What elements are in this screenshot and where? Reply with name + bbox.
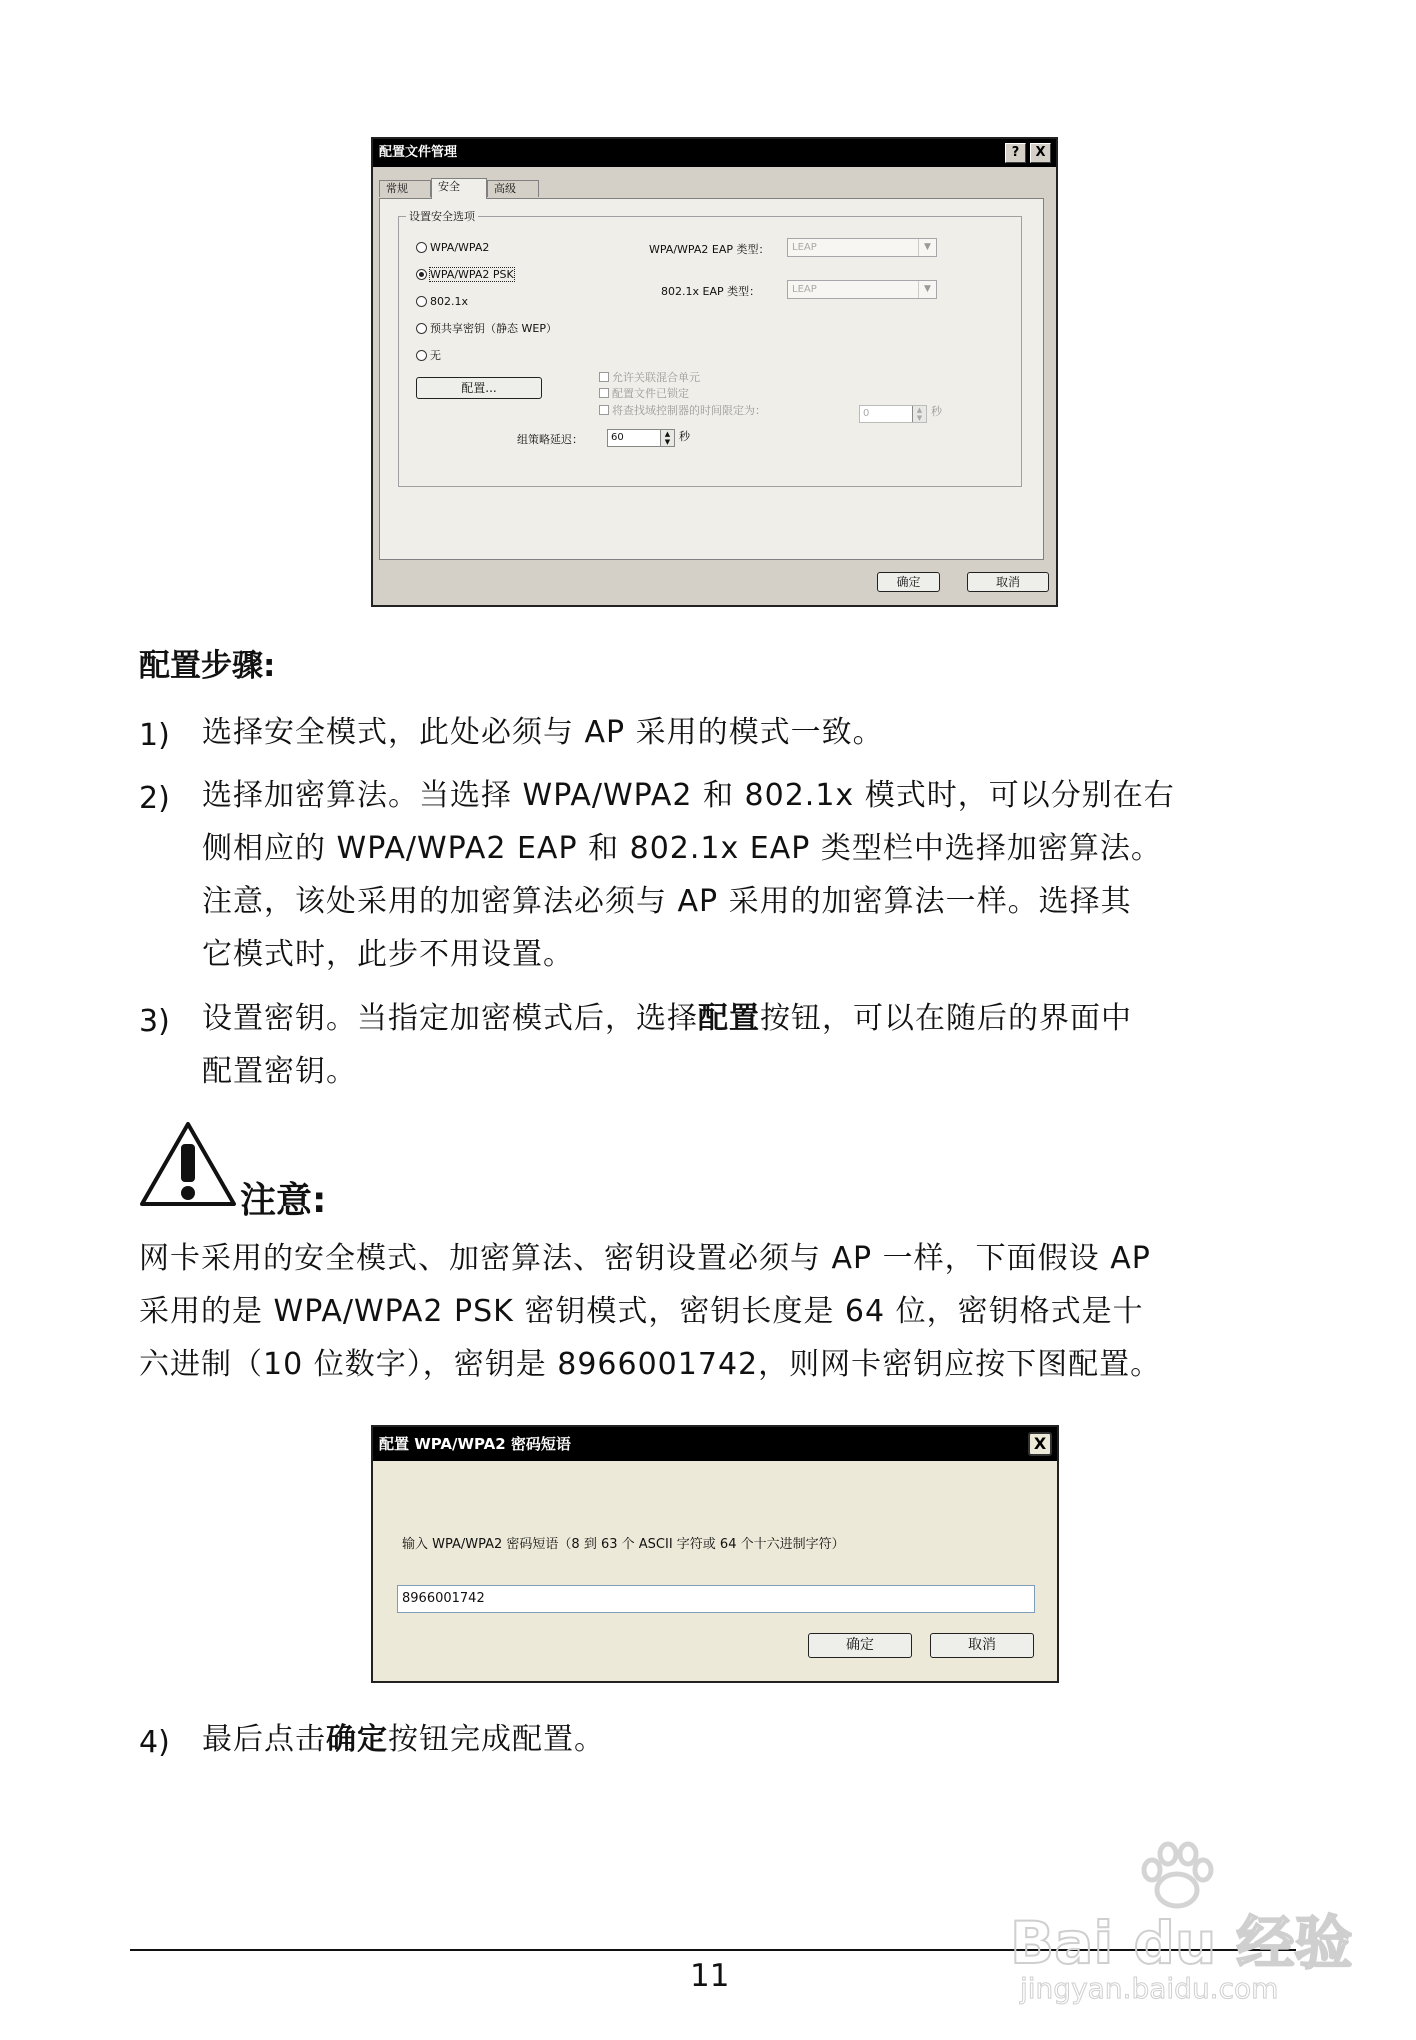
group-policy-delay-unit: 秒 — [679, 430, 690, 443]
watermark-url: jingyan.baidu.com — [1020, 1972, 1279, 2005]
radio-selected-icon — [416, 269, 427, 280]
step-2-text: 选择加密算法。当选择 WPA/WPA2 和 802.1x 模式时，可以分别在右 侧相应的 WPA/WPA2 EAP 和 802.1x EAP 类型栏中选择加密算法。 注意，该处采用的加密算法必须与 AP 采用的加密算法一样。选择其 它模式时，此步不用设置。 — [202, 778, 1175, 972]
passphrase-input[interactable]: 8966001742 — [397, 1585, 1035, 1613]
ok-button[interactable]: 确定 — [877, 572, 940, 592]
wpa-eap-type-label: WPA/WPA2 EAP 类型： — [649, 243, 770, 256]
8021x-eap-type-label: 802.1x EAP 类型： — [661, 285, 761, 298]
dialog-title-bar — [373, 1427, 1057, 1461]
step-3-text: 设置密钥。当指定加密模式后，选择配置按钮，可以在随后的界面中 配置密钥。 — [202, 1001, 1132, 1089]
steps-heading: 配置步骤: — [139, 648, 276, 684]
step-4-text: 最后点击确定按钮完成配置。 — [202, 1722, 605, 1757]
group-policy-delay-spinner[interactable]: 60 ▲ ▼ — [607, 429, 675, 447]
radio-circle-icon — [416, 323, 427, 334]
radio-none[interactable]: 无 — [416, 349, 441, 363]
domain-time-spinner[interactable]: 0 ▲ ▼ — [859, 405, 927, 423]
group-title: 设置安全选项 — [406, 208, 478, 224]
group-policy-delay-label: 组策略延迟： — [517, 433, 583, 446]
wpa-passphrase-dialog — [371, 1425, 1059, 1683]
profile-management-dialog — [371, 137, 1058, 607]
ok-button[interactable]: 确定 — [808, 1633, 912, 1658]
radio-wpa-wpa2-psk[interactable]: WPA/WPA2 PSK — [416, 268, 514, 282]
warning-triangle-icon — [136, 1118, 240, 1210]
tab-advanced[interactable]: 高级 — [487, 180, 539, 197]
configure-button[interactable]: 配置... — [416, 377, 542, 399]
domain-time-unit: 秒 — [931, 405, 942, 418]
close-button[interactable]: X — [1028, 1432, 1052, 1456]
radio-circle-icon — [416, 296, 427, 307]
checkbox-icon — [599, 405, 609, 415]
checkbox-icon — [599, 372, 609, 382]
help-button[interactable]: ? — [1005, 143, 1026, 163]
chevron-down-icon: ▼ — [918, 239, 936, 256]
note-heading: 注意: — [240, 1180, 327, 1221]
dialog-title: 配置 WPA/WPA2 密码短语 — [379, 1435, 571, 1453]
dialog-title-bar — [373, 139, 1056, 167]
checkbox-allow-mixed-cells[interactable]: 允许关联混合单元 — [599, 371, 700, 384]
radio-8021x[interactable]: 802.1x — [416, 295, 468, 309]
radio-wpa-wpa2[interactable]: WPA/WPA2 — [416, 241, 489, 255]
security-options-group — [398, 210, 1022, 487]
step-3-number: 3) — [139, 1004, 170, 1039]
checkbox-profile-locked[interactable]: 配置文件已锁定 — [599, 387, 689, 400]
cancel-button[interactable]: 取消 — [967, 572, 1049, 592]
baidu-jingyan-watermark — [1010, 1840, 1353, 2020]
page-number: 11 — [690, 1958, 730, 1994]
tab-general[interactable]: 常规 — [379, 180, 431, 197]
checkbox-domain-controller-time[interactable]: 将查找域控制器的时间限定为： — [599, 404, 766, 417]
note-text: 网卡采用的安全模式、加密算法、密钥设置必须与 AP 一样，下面假设 AP 采用的是 WPA/WPA2 PSK 密钥模式，密钥长度是 64 位，密钥格式是十 六进制（10 位数字），密钥是 8966001742，则网卡密钥应按下图配置。 — [139, 1241, 1162, 1382]
step-1-number: 1) — [139, 718, 170, 753]
spin-arrows-icon: ▲ ▼ — [660, 430, 674, 446]
wpa-eap-type-select[interactable]: LEAP ▼ — [787, 238, 937, 257]
tab-security[interactable]: 安全 — [431, 178, 487, 199]
8021x-eap-type-select[interactable]: LEAP ▼ — [787, 280, 937, 299]
step-1-text: 选择安全模式，此处必须与 AP 采用的模式一致。 — [202, 715, 884, 750]
checkbox-icon — [599, 388, 609, 398]
step-2-number: 2) — [139, 781, 170, 816]
close-button[interactable]: X — [1030, 143, 1051, 163]
dialog-title: 配置文件管理 — [379, 145, 458, 160]
spin-arrows-icon: ▲ ▼ — [912, 406, 926, 422]
watermark-brand: Bai du 经验 — [1010, 1909, 1353, 1977]
passphrase-prompt: 输入 WPA/WPA2 密码短语（8 到 63 个 ASCII 字符或 64 个十六进制字符） — [402, 1537, 845, 1552]
cancel-button[interactable]: 取消 — [930, 1633, 1034, 1658]
chevron-down-icon: ▼ — [918, 281, 936, 298]
radio-circle-icon — [416, 242, 427, 253]
security-panel — [379, 198, 1044, 560]
radio-circle-icon — [416, 350, 427, 361]
radio-static-wep[interactable]: 预共享密钥（静态 WEP） — [416, 322, 557, 336]
step-4-number: 4) — [139, 1725, 170, 1760]
